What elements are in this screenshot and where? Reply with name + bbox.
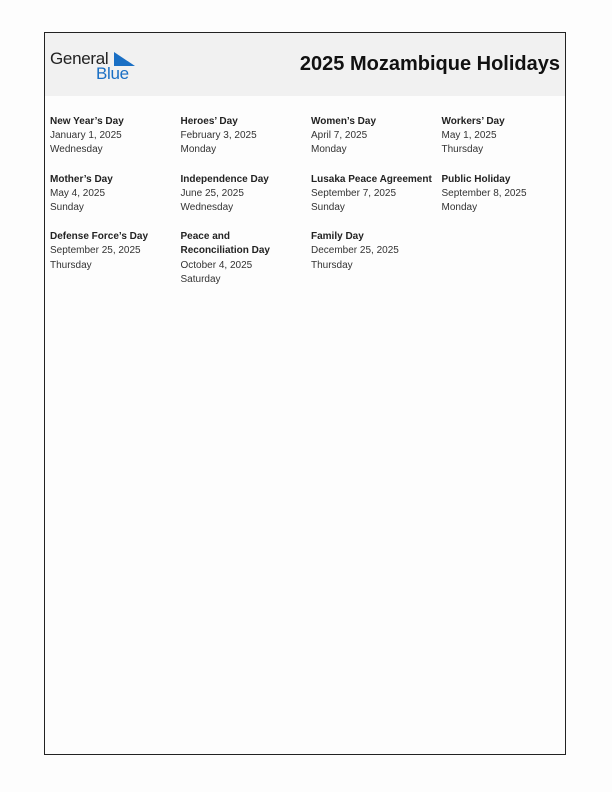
holiday-date: September 7, 2025: [311, 187, 397, 199]
holiday-entry: [181, 173, 312, 216]
holiday-name: Family Day: [311, 231, 364, 243]
holiday-weekday: Wednesday: [50, 144, 103, 156]
holiday-entry: [311, 230, 442, 287]
holiday-name: Defense Force’s Day: [50, 231, 149, 243]
holiday-entry: [50, 230, 181, 287]
holiday-date: May 1, 2025: [441, 130, 497, 142]
holiday-entry: [50, 115, 181, 158]
holiday-name: Workers’ Day: [441, 116, 505, 127]
holiday-weekday: Monday: [441, 202, 478, 214]
header-band: [45, 33, 565, 96]
holiday-name: Peace and Reconciliation Day: [180, 231, 270, 257]
holiday-name: New Year’s Day: [50, 116, 124, 127]
holiday-weekday: Wednesday: [180, 202, 234, 214]
page-title: 2025 Mozambique Holidays: [299, 53, 560, 75]
holiday-entry: [181, 115, 312, 158]
holiday-entry: [311, 173, 442, 216]
logo-text-general: General: [50, 49, 109, 68]
holiday-date: October 4, 2025: [180, 259, 253, 271]
holiday-weekday: Thursday: [311, 259, 353, 271]
holiday-date: April 7, 2025: [311, 130, 368, 142]
page-frame: [44, 32, 566, 755]
holiday-date: May 4, 2025: [50, 187, 106, 199]
holiday-date: February 3, 2025: [180, 130, 257, 142]
holiday-weekday: Thursday: [441, 144, 484, 156]
holiday-weekday: Sunday: [311, 202, 345, 214]
holiday-weekday: Monday: [180, 144, 217, 156]
holiday-entry: [442, 115, 573, 158]
holiday-name: Lusaka Peace Agreement: [311, 173, 432, 185]
logo-text-blue: Blue: [96, 64, 129, 83]
holiday-name: Independence Day: [180, 173, 269, 185]
holiday-weekday: Thursday: [50, 259, 92, 271]
holiday-weekday: Monday: [311, 144, 347, 156]
holiday-name: Heroes’ Day: [180, 116, 238, 127]
holiday-date: January 1, 2025: [50, 130, 122, 142]
holiday-date: September 8, 2025: [441, 187, 527, 199]
holiday-entry: [311, 115, 442, 158]
holiday-weekday: Sunday: [50, 202, 84, 214]
holiday-name: Public Holiday: [441, 173, 511, 185]
holiday-entry: [181, 230, 312, 287]
holiday-date: December 25, 2025: [311, 245, 399, 257]
holiday-name: Women’s Day: [311, 116, 377, 127]
holiday-grid: [50, 115, 570, 287]
holiday-entry: [442, 173, 573, 216]
holiday-date: September 25, 2025: [50, 245, 141, 257]
generalblue-logo: [50, 49, 140, 83]
holiday-date: June 25, 2025: [180, 187, 244, 199]
holiday-entry: [50, 173, 181, 216]
holiday-name: Mother’s Day: [50, 173, 113, 185]
holiday-weekday: Saturday: [180, 273, 221, 285]
